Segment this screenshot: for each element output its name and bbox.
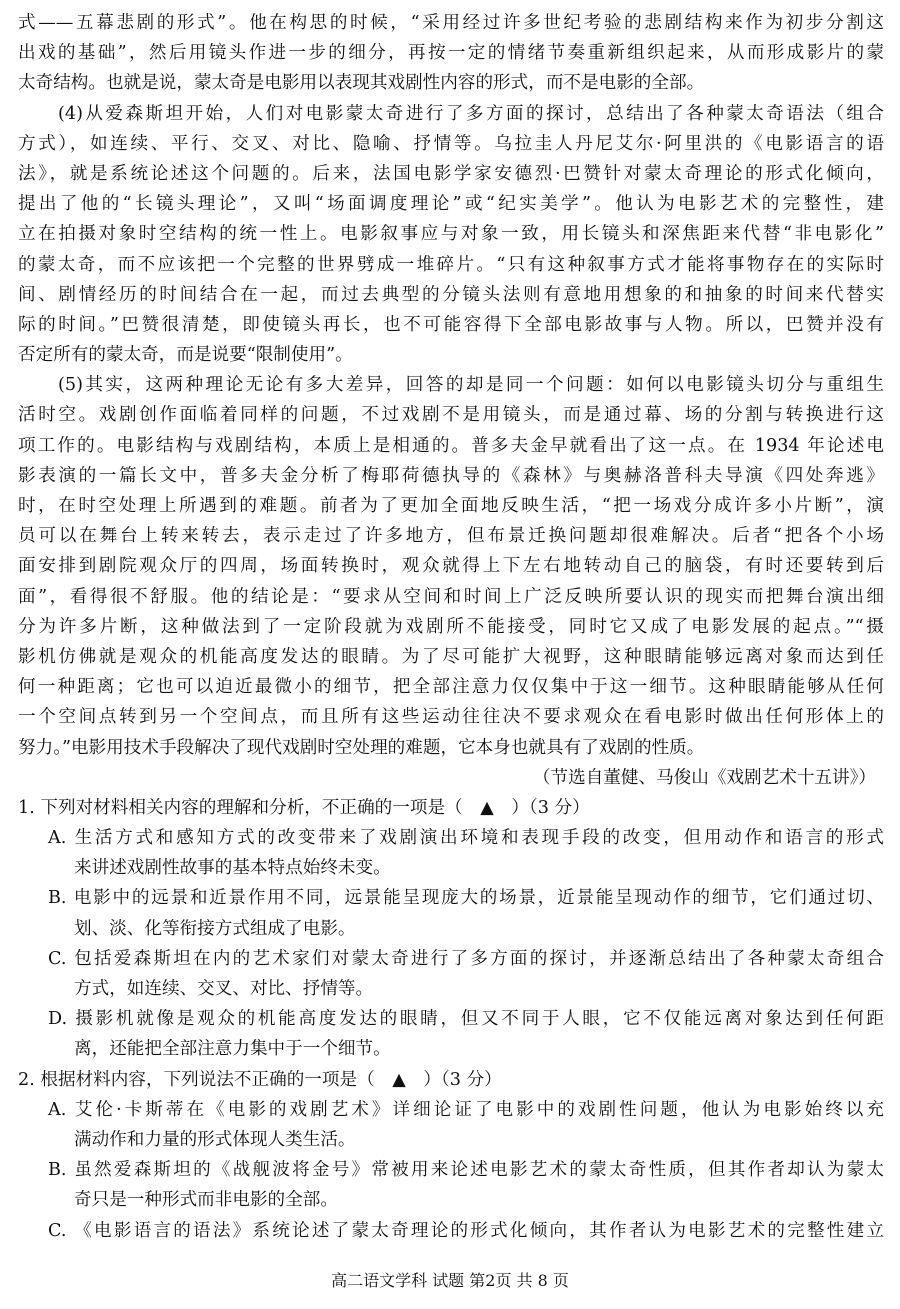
passage-paragraph-4	[18, 99, 884, 371]
passage-source: （节选自董健、马俊山《戏剧艺术十五讲》）	[532, 767, 876, 788]
text-line: (5)其实，这两种理论无论有多大差异，回答的却是同一个问题：如何以电影镜头切分与重组生	[18, 375, 884, 396]
text-line: 面安排到剧院观众厅的四周，场面转换时，观众就得上下左右地转动自己的脑袋，有时还要转到后	[18, 556, 884, 577]
text-line: 际的时间。”巴赞很清楚，即使镜头再长，也不可能容得下全部电影故事与人物。所以，巴赞并没有	[18, 314, 884, 335]
page-footer: 高二语文学科 试题 第2页 共 8 页	[331, 1271, 569, 1290]
question-stem: 1. 下列对材料相关内容的理解和分析，不正确的一项是（ ▲ ）（3 分）	[18, 797, 590, 818]
text-line: 员可以在舞台上转来转去，表示走过了许多地方，但布景迁换问题却很难解决。后者“把各个小场	[18, 526, 884, 547]
option-line: B. 电影中的远景和近景作用不同，远景能呈现庞大的场景，近景能呈现动作的细节，它们通过切、	[48, 888, 884, 909]
option-a[interactable]	[18, 1095, 884, 1155]
text-line: (4)从爱森斯坦开始，人们对电影蒙太奇进行了多方面的探讨，总结出了各种蒙太奇语法（组合	[18, 103, 884, 124]
question-stem: 2. 根据材料内容，下列说法不正确的一项是（ ▲ ）（3 分）	[18, 1069, 502, 1090]
text-line: 影机仿佛就是观众的机能高度发达的眼睛。为了尽可能扩大视野，这种眼睛能够远离对象而达到任	[18, 646, 884, 667]
option-line: C. 《电影语言的语法》系统论述了蒙太奇理论的形式化倾向，其作者认为电影艺术的完整性建立	[48, 1220, 884, 1241]
text-line: 太奇结构。也就是说，蒙太奇是电影用以表现其戏剧性内容的形式，而不是电影的全部。	[18, 73, 705, 94]
text-line: 影表演的一篇长文中，普多夫金分析了梅耶荷德执导的《森林》与奥赫洛普科夫导演《四处奔逃》	[18, 465, 884, 486]
text-line: 法》，就是系统论述这个问题的。后来，法国电影学家安德烈·巴赞针对蒙太奇理论的形式化倾向，	[18, 163, 884, 184]
text-line: 方式），如连续、平行、交叉、对比、隐喻、抒情等。乌拉圭人丹尼艾尔·阿里洪的《电影语言的语	[18, 133, 884, 154]
option-line: 奇只是一种形式而非电影的全部。	[74, 1190, 338, 1211]
text-line: 间、剧情经历的时间结合在一起，而过去典型的分镜头法则有意地用想象的和抽象的时间来代替实	[18, 284, 884, 305]
option-line: D. 摄影机就像是观众的机能高度发达的眼睛，但又不同于人眼，它不仅能远离对象达到任何距	[48, 1009, 884, 1030]
text-line: 何一种距离；它也可以迫近最微小的细节，把全部注意力仅仅集中于这一细节。这种眼睛能够从任何	[18, 677, 884, 698]
text-line: 否定所有的蒙太奇，而是说要“限制使用”。	[18, 345, 353, 366]
option-line: A. 艾伦·卡斯蒂在《电影的戏剧艺术》详细论证了电影中的戏剧性问题，他认为电影始终以充	[48, 1099, 884, 1120]
page-content	[18, 8, 884, 1246]
option-c[interactable]	[18, 944, 884, 1004]
option-line: 划、淡、化等衔接方式组成了电影。	[74, 918, 356, 939]
text-line: 面”，看得很不舒服。他的结论是：“要求从空间和时间上广泛反映所要认识的现实而把舞台演出细	[18, 586, 884, 607]
text-line: 时，在时空处理上所遇到的难题。前者为了更加全面地反映生活，“把一场戏分成许多小片断”，演	[18, 496, 884, 516]
text-line: 提出了他的“长镜头理论”，又叫“场面调度理论”或“纪实美学”。他认为电影艺术的完整性，建	[18, 194, 884, 215]
text-line: 一个空间点转到另一个空间点，而且所有这些运动往往决不要求观众在看电影时做出任何形体上的	[18, 707, 884, 728]
option-b[interactable]	[18, 1155, 884, 1215]
option-a[interactable]	[18, 823, 884, 883]
text-line: 出戏的基础”，然后用镜头作进一步的细分，再按一定的情绪节奏重新组织起来，从而形成影片的蒙	[18, 43, 884, 64]
option-line: 离，还能把全部注意力集中于一个细节。	[74, 1039, 391, 1060]
text-line: 努力。”电影用技术手段解决了现代戏剧时空处理的难题，它本身也就具有了戏剧的性质。	[18, 737, 705, 758]
text-line: 的蒙太奇，而不应该把一个完整的世界劈成一堆碎片。“只有这种叙事方式才能将事物存在的实际时	[18, 254, 884, 275]
passage-intro-paragraph	[18, 8, 884, 99]
option-c[interactable]	[18, 1216, 884, 1246]
text-line: 活时空。戏剧创作面临着同样的问题，不过戏剧不是用镜头，而是通过幕、场的分割与转换进行这	[18, 405, 884, 426]
question-2	[18, 1065, 884, 1246]
option-line: C. 包括爱森斯坦在内的艺术家们对蒙太奇进行了多方面的探讨，并逐渐总结出了各种蒙太奇组合	[48, 948, 884, 969]
option-b[interactable]	[18, 883, 884, 943]
text-line: 立在拍摄对象时空结构的统一性上。电影叙事应与对象一致，用长镜头和深焦距来代替“非电影化”	[18, 224, 884, 245]
text-line: 分为许多片断，这种做法到了一定阶段就为戏剧所不能接受，同时它又成了电影发展的起点。”“摄	[18, 616, 884, 637]
option-line: B. 虽然爱森斯坦的《战舰波将金号》常被用来论述电影艺术的蒙太奇性质，但其作者却认为蒙太	[48, 1160, 884, 1181]
option-d[interactable]	[18, 1004, 884, 1064]
text-line: 项工作的。电影结构与戏剧结构，本质上是相通的。普多夫金早就看出了这一点。在 1934 年论述电	[18, 435, 884, 456]
option-line: 方式，如连续、交叉、对比、抒情等。	[74, 979, 374, 999]
passage-paragraph-5	[18, 370, 884, 762]
option-line: 来讲述戏剧性故事的基本特点始终未变。	[74, 858, 391, 879]
question-1	[18, 793, 884, 1065]
text-line: 式——五幕悲剧的形式”。他在构思的时候，“采用经过许多世纪考验的悲剧结构来作为初步分割这	[18, 13, 884, 33]
option-line: 满动作和力量的形式体现人类生活。	[74, 1129, 356, 1150]
option-line: A. 生活方式和感知方式的改变带来了戏剧演出环境和表现手段的改变，但用动作和语言的形式	[48, 828, 884, 849]
